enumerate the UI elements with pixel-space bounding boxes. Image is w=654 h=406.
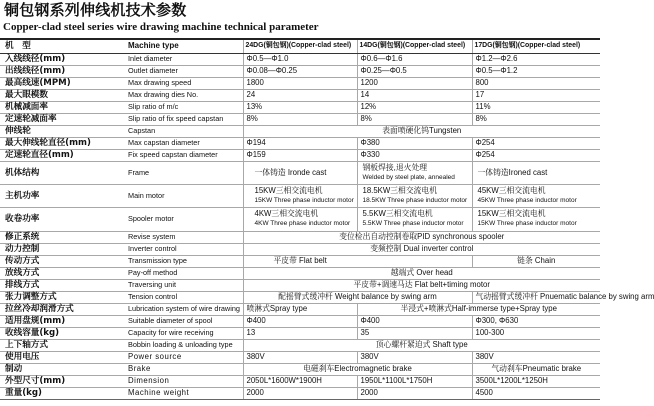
row-label-cn: 排线方式 — [0, 279, 118, 291]
value-17dg: 气动摇臂式缓冲杆 Pnuematic balance by swing arm — [472, 291, 600, 303]
value-14dg: Φ400 — [357, 315, 472, 327]
value-14dg: 2000 — [357, 387, 472, 399]
value-all-models: 变频控制 Dual inverter control — [243, 243, 600, 255]
spec-row-slip-ratio-fix-speed-capstan — [0, 113, 600, 125]
row-label-en: Frame — [118, 161, 243, 184]
value-14dg: Φ0.25—Φ0.5 — [357, 65, 472, 77]
value-14dg — [357, 207, 472, 231]
spec-row-spool-diameter — [0, 315, 600, 327]
row-label-cn: 最大伸线轮直径(mm) — [0, 137, 118, 149]
spec-row-traversing-unit — [0, 279, 600, 291]
value-all-models: 变位检出自动控制卷取PID synchronous spooler — [243, 231, 600, 243]
value-17dg — [472, 184, 600, 207]
value-14dg: Φ330 — [357, 149, 472, 161]
row-label-en: Max drawing speed — [118, 77, 243, 89]
spec-row-brake — [0, 363, 600, 375]
value-17dg: 100-300 — [472, 327, 600, 339]
value-24dg: 380V — [243, 351, 357, 363]
row-label-cn: 动力控制 — [0, 243, 118, 255]
row-label-en: Power source — [118, 351, 243, 363]
value-14dg: 1200 — [357, 77, 472, 89]
value-all-models: 表面喷硬化钨Tungsten — [243, 125, 600, 137]
value-14dg: 1950L*1100L*1750H — [357, 375, 472, 387]
value-17dg: 4500 — [472, 387, 600, 399]
row-label-cn: 定速轮直径(mm) — [0, 149, 118, 161]
value-line: 一体铸造Ironed cast — [477, 167, 548, 177]
value-line-en: 15KW Three phase inductor motor — [254, 196, 354, 204]
value-24dg: Φ0.5—Φ1.0 — [243, 53, 357, 65]
row-label-en: Pay-off method — [118, 267, 243, 279]
value-17dg: 气动刹车Pneumatic brake — [472, 363, 600, 375]
row-label-cn: 伸线轮 — [0, 125, 118, 137]
row-label-cn: 收线容量(kg) — [0, 327, 118, 339]
value-17dg: Φ300, Φ630 — [472, 315, 600, 327]
value-24dg: 13% — [243, 101, 357, 113]
value-line-cn: 5.5KW三相交流电机 — [362, 209, 433, 218]
spec-row-max-capstan-diameter — [0, 137, 600, 149]
spec-row-spooler-motor — [0, 207, 600, 231]
row-label-cn: 定速轮减面率 — [0, 113, 118, 125]
value-24dg: 2000 — [243, 387, 357, 399]
row-label-cn: 放线方式 — [0, 267, 118, 279]
row-label-en: Slip ratio of m/c — [118, 101, 243, 113]
header-model-14dg: 14DG(铜包钢)(Copper-clad steel) — [357, 39, 472, 53]
value-line-en: Welded by steel plate, annealed — [362, 173, 455, 181]
value-line: 一体铸造 Ironde cast — [254, 167, 327, 177]
header-model-17dg: 17DG(铜包钢)(Copper-clad steel) — [472, 39, 600, 53]
value-17dg: 380V — [472, 351, 600, 363]
spec-row-inlet-diameter — [0, 53, 600, 65]
row-label-en: Tension control — [118, 291, 243, 303]
spec-row-power-source — [0, 351, 600, 363]
row-label-en: Machine weight — [118, 387, 243, 399]
row-label-cn: 张力调整方式 — [0, 291, 118, 303]
spec-row-pay-off-method — [0, 267, 600, 279]
header-model-24dg: 24DG(铜包钢)(Copper-clad steel) — [243, 39, 357, 53]
value-17dg: 3500L*1200L*1250H — [472, 375, 600, 387]
value-24dg: Φ159 — [243, 149, 357, 161]
value-14dg: 14 — [357, 89, 472, 101]
value-24dg — [243, 161, 357, 184]
row-label-en: Outlet diameter — [118, 65, 243, 77]
value-14dg: 380V — [357, 351, 472, 363]
value-17dg: 链条 Chain — [472, 255, 600, 267]
value-17dg: Φ1.2—Φ2.6 — [472, 53, 600, 65]
row-label-en: Max capstan diameter — [118, 137, 243, 149]
spec-row-max-drawing-speed — [0, 77, 600, 89]
row-label-cn: 收卷功率 — [0, 207, 118, 231]
page-title-cn: 铜包钢系列伸线机技术参数 — [4, 1, 187, 19]
spec-row-outlet-diameter — [0, 65, 600, 77]
spec-row-machine-weight — [0, 387, 600, 399]
value-17dg: 8% — [472, 113, 600, 125]
spec-row-revise-system — [0, 231, 600, 243]
value-24dg: Φ194 — [243, 137, 357, 149]
spec-row-main-motor — [0, 184, 600, 207]
value-24dg: 1800 — [243, 77, 357, 89]
row-label-en: Inlet diameter — [118, 53, 243, 65]
spec-row-max-drawing-dies — [0, 89, 600, 101]
row-label-cn: 重量(kg) — [0, 387, 118, 399]
spec-row-slip-ratio-mc — [0, 101, 600, 113]
value-line-cn: 15KW三相交流电机 — [254, 185, 323, 195]
spec-table — [0, 38, 654, 400]
header-row — [0, 39, 600, 53]
row-label-en: Capacity for wire receiving — [118, 327, 243, 339]
value-24dg-14dg: 平皮带 Flat belt — [243, 255, 472, 267]
value-all-models: 顶心螺杆紧迫式 Shaft type — [243, 339, 600, 351]
spec-row-lubrication-system — [0, 303, 600, 315]
row-label-cn: 适用盘规(mm) — [0, 315, 118, 327]
row-label-cn: 传动方式 — [0, 255, 118, 267]
value-24dg: Φ400 — [243, 315, 357, 327]
row-label-cn: 入线线径(mm) — [0, 53, 118, 65]
value-17dg — [472, 161, 600, 184]
spec-row-inverter-control — [0, 243, 600, 255]
row-label-cn: 使用电压 — [0, 351, 118, 363]
row-label-en: Fix speed capstan diameter — [118, 149, 243, 161]
value-14dg: 35 — [357, 327, 472, 339]
row-label-en: Main motor — [118, 184, 243, 207]
row-label-cn: 最高线速(MPM) — [0, 77, 118, 89]
row-label-en: Revise system — [118, 231, 243, 243]
header-label-cn: 机 型 — [0, 39, 118, 53]
value-line-cn: 18.5KW三相交流电机 — [362, 185, 438, 195]
value-17dg: Φ0.5—Φ1.2 — [472, 65, 600, 77]
row-label-en: Suitable diameter of spool — [118, 315, 243, 327]
value-line-cn: 45KW三相交流电机 — [477, 185, 546, 195]
value-24dg: Φ0.08—Φ0.25 — [243, 65, 357, 77]
value-all-models: 越端式 Over head — [243, 267, 600, 279]
value-line-cn: 4KW三相交流电机 — [254, 209, 319, 218]
header-label-en: Machine type — [118, 39, 243, 53]
row-label-cn: 出线线径(mm) — [0, 65, 118, 77]
value-24dg: 2050L*1600W*1900H — [243, 375, 357, 387]
value-line-en: 45KW Three phase inductor motor — [477, 196, 577, 204]
spec-row-capstan — [0, 125, 600, 137]
row-label-cn: 修正系统 — [0, 231, 118, 243]
value-24dg-14dg: 配摇臂式缓冲杆 Weight balance by swing arm — [243, 291, 472, 303]
row-label-cn: 主机功率 — [0, 184, 118, 207]
row-label-cn: 机械减面率 — [0, 101, 118, 113]
value-17dg: 17 — [472, 89, 600, 101]
row-label-cn: 最大眼模数 — [0, 89, 118, 101]
row-label-en: Slip ratio of fix speed capstan — [118, 113, 243, 125]
value-line-en: 4KW Three phase inductor motor — [254, 220, 351, 227]
row-label-en: Inverter control — [118, 243, 243, 255]
value-14dg — [357, 161, 472, 184]
value-17dg: 11% — [472, 101, 600, 113]
row-label-cn: 制动 — [0, 363, 118, 375]
row-label-en: Transmission type — [118, 255, 243, 267]
row-label-en: Spooler motor — [118, 207, 243, 231]
row-label-en: Dimension — [118, 375, 243, 387]
page-title-en: Copper-clad steel series wire drawing machine technical parameter — [3, 21, 319, 33]
row-label-en: Lubrication system of wire drawing — [118, 303, 243, 315]
spec-row-tension-control — [0, 291, 600, 303]
value-24dg — [243, 207, 357, 231]
value-all-models: 平皮带+调速马达 Flat belt+timing motor — [243, 279, 600, 291]
value-17dg: Φ254 — [472, 137, 600, 149]
row-label-cn: 机体结构 — [0, 161, 118, 184]
row-label-en: Capstan — [118, 125, 243, 137]
value-14dg: Φ380 — [357, 137, 472, 149]
value-17dg: 800 — [472, 77, 600, 89]
value-line-en: 15KW Three phase inductor motor — [477, 220, 577, 227]
value-17dg — [472, 207, 600, 231]
row-label-cn: 外型尺寸(mm) — [0, 375, 118, 387]
spec-row-transmission-type — [0, 255, 600, 267]
value-24dg: 13 — [243, 327, 357, 339]
value-14dg: 8% — [357, 113, 472, 125]
value-17dg: Φ254 — [472, 149, 600, 161]
row-label-en: Max drawing dies No. — [118, 89, 243, 101]
value-line-en: 5.5KW Three phase inductor motor — [362, 220, 464, 227]
value-14dg: Φ0.6—Φ1.6 — [357, 53, 472, 65]
value-24dg: 24 — [243, 89, 357, 101]
row-label-cn: 拉丝冷却润滑方式 — [0, 303, 118, 315]
spec-row-fix-speed-capstan-diameter — [0, 149, 600, 161]
value-line-en: 18.5KW Three phase inductor motor — [362, 196, 468, 204]
spec-row-bobbin-loading — [0, 339, 600, 351]
value-14dg: 12% — [357, 101, 472, 113]
value-line-cn: 钢板焊接,退火处理 — [362, 162, 428, 172]
spec-row-dimension — [0, 375, 600, 387]
row-label-cn: 上下轴方式 — [0, 339, 118, 351]
spec-row-frame — [0, 161, 600, 184]
value-14dg — [357, 184, 472, 207]
spec-row-wire-capacity — [0, 327, 600, 339]
value-24dg: 喷淋式Spray type — [243, 303, 357, 315]
row-label-en: Traversing unit — [118, 279, 243, 291]
value-24dg — [243, 184, 357, 207]
value-24dg: 8% — [243, 113, 357, 125]
value-line-cn: 15KW三相交流电机 — [477, 209, 546, 218]
row-label-en: Brake — [118, 363, 243, 375]
value-14dg-17dg: 半浸式+喷淋式Half-immerse type+Spray type — [357, 303, 600, 315]
row-label-en: Bobbin loading & unloading type — [118, 339, 243, 351]
value-24dg-14dg: 电磁刹车Electromagnetic brake — [243, 363, 472, 375]
